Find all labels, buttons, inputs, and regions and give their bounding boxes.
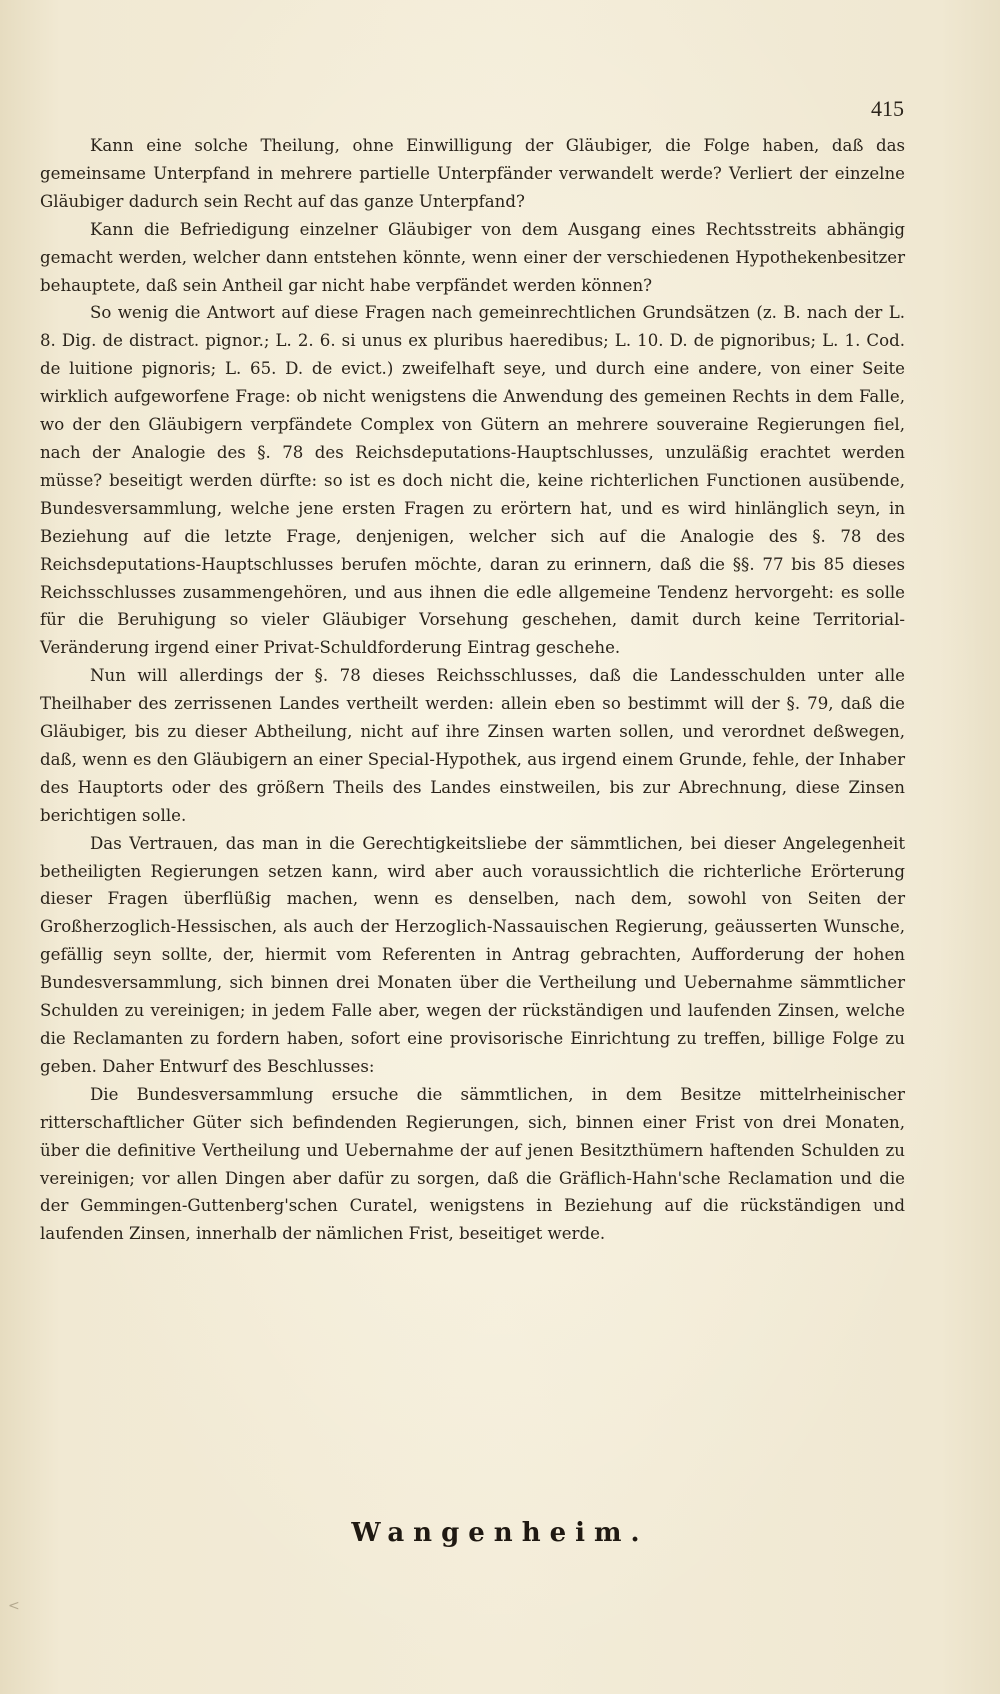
paragraph: Die Bundesversammlung ersuche die sämmtlichen, in dem Besitze mittelrheinischer ritterschaftlicher Güter sich befindenden Regierungen, sich, binnen einer Frist von drei Monaten, über die definitive Vertheilung und Uebernahme der auf jenen Besitzthümern haftenden Schulden zu vereinigen; vor allen Dingen aber dafür zu sorgen, daß die Gräflich-Hahn'sche Reclamation und die der Gemmingen-Guttenberg'schen Curatel, wenigstens in Beziehung auf die rückständigen und laufenden Zinsen, innerhalb der nämlichen Frist, beseitiget werde. (40, 1084, 905, 1244)
paragraph: Kann eine solche Theilung, ohne Einwilligung der Gläubiger, die Folge haben, daß das gemeinsame Unterpfand in mehrere partielle Unterpfänder verwandelt werde? Verliert der einzelne Gläubiger dadurch sein Recht auf das ganze Unterpfand? (40, 136, 905, 211)
signature: Wangenheim. (351, 1518, 649, 1548)
page-number: 415 (871, 96, 904, 121)
paragraph: Das Vertrauen, das man in die Gerechtigkeitsliebe der sämmtlichen, bei dieser Angelegenheit betheiligten Regierungen setzen kann, wird aber auch voraussichtlich die richterliche Erörterung dieser Fragen überflüßig machen, wenn es denselben, nach dem, sowohl von Seiten der Großherzoglich-Hessischen, als auch der Herzoglich-Nassauischen Regierung, geäusserten Wunsche, gefällig seyn sollte, der, hiermit vom Referenten in Antrag gebrachten, Aufforderung der hohen Bundesversammlung, sich binnen drei Monaten über die Vertheilung und Uebernahme sämmtlicher Schulden zu vereinigen; in jedem Falle aber, wegen der rückständigen und laufenden Zinsen, welche die Reclamanten zu fordern haben, sofort eine provisorische Einrichtung zu treffen, billige Folge zu geben. Daher Entwurf des Beschlusses: (40, 833, 905, 1076)
paragraph: Kann die Befriedigung einzelner Gläubiger von dem Ausgang eines Rechtsstreits abhängig gemacht werden, welcher dann entstehen könnte, wenn einer der verschiedenen Hypothekenbesitzer behauptete, daß sein Antheil gar nicht habe verpfändet werden können? (40, 219, 905, 295)
paragraph: So wenig die Antwort auf diese Fragen nach gemeinrechtlichen Grundsätzen (z. B. nach der L. 8. Dig. de distract. pignor.; L. 2. 6. si unus ex pluribus haeredibus; L. 10. D. de pignoribus; L. 1. Cod. de luitione pignoris; L. 65. D. de evict.) zweifelhaft seye, und durch eine andere, von einer Seite wirklich aufgeworfene Frage: ob nicht wenigstens die Anwendung des gemeinen Rechts in dem Falle, wo der den Gläubigern verpfändete Complex von Gütern an mehrere souveraine Regierungen fiel, nach der Analogie des §. 78 des Reichsdeputations-Hauptschlusses, unzuläßig erachtet werden müsse? beseitigt werden dürfte: so ist es doch nicht die, keine richterlichen Functionen ausübende, Bundesversammlung, welche jene ersten Fragen zu erörtern hat, und es wird hinlänglich seyn, in Beziehung auf die letzte Frage, denjenigen, welcher sich auf die Analogie des §. 78 des Reichsdeputations-Hauptschlusses berufen möchte, daran zu erinnern, daß die §§. 77 bis 85 dieses Reichsschlusses zusammengehören, und aus ihnen die edle allgemeine Tendenz hervorgeht: es solle für die Beruhigung so vieler Gläubiger Vorsehung geschehen, damit durch keine Territorial-Veränderung irgend einer Privat-Schuldforderung Eintrag geschehe. (40, 303, 905, 658)
margin-mark: < (8, 1598, 20, 1614)
body-text (40, 132, 905, 1248)
paragraph: Nun will allerdings der §. 78 dieses Reichsschlusses, daß die Landesschulden unter alle Theilhaber des zerrissenen Landes vertheilt werden: allein eben so bestimmt will der §. 79, daß die Gläubiger, bis zu dieser Abtheilung, nicht auf ihre Zinsen warten sollen, und verordnet deßwegen, daß, wenn es den Gläubigern an einer Special-Hypothek, aus irgend einem Grunde, fehle, der Inhaber des Hauptorts oder des größern Theils des Landes einstweilen, bis zur Abrechnung, diese Zinsen berichtigen solle. (40, 666, 905, 825)
